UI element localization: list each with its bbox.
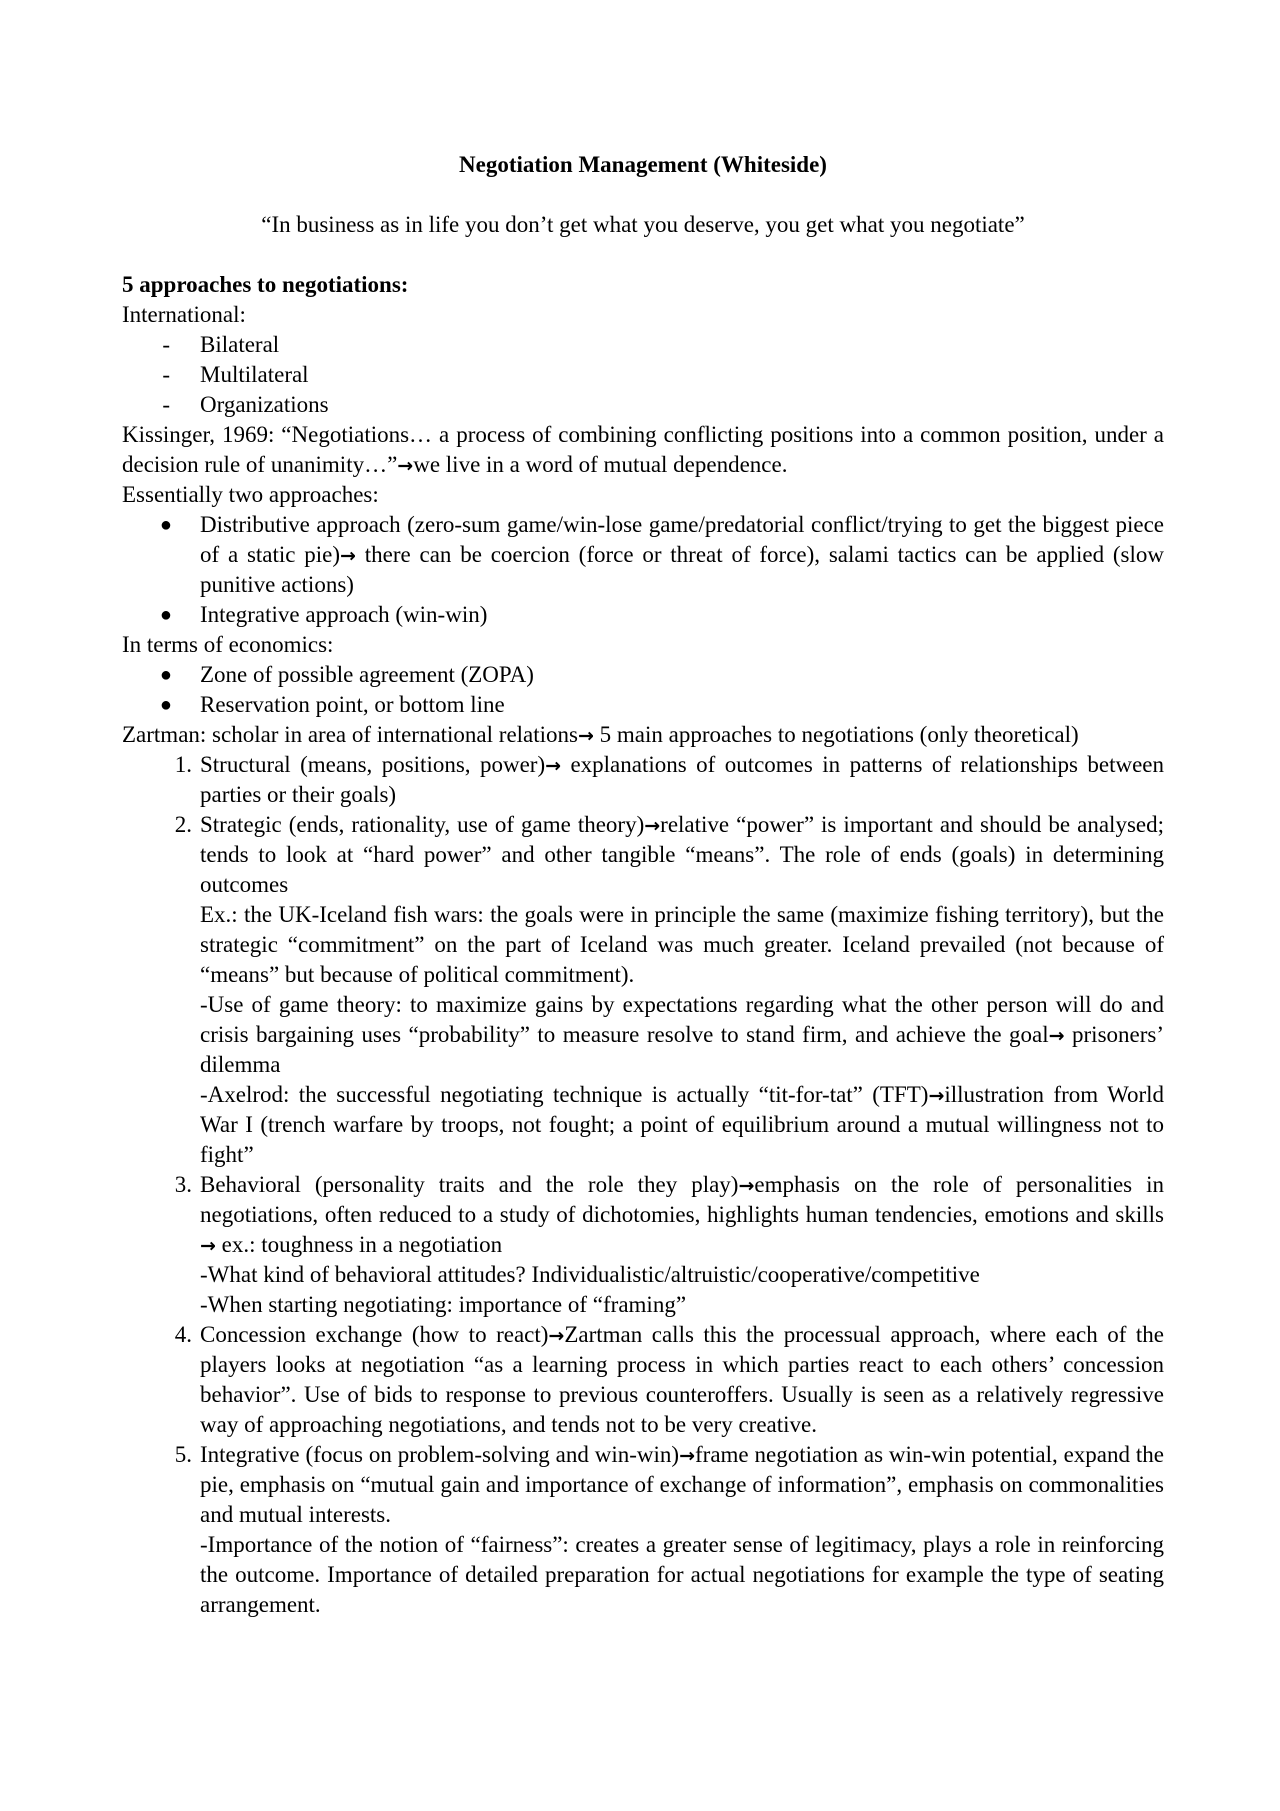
item-number: 4.	[174, 1322, 192, 1347]
item-text: explanations of outcomes in patterns of relationships between parties or their goals)	[200, 752, 1165, 807]
list-item-text: there can be coercion (force or threat of force), salami tactics can be applied (slow punitive actions)	[200, 542, 1164, 597]
list-item	[122, 330, 1164, 360]
list-item	[122, 360, 1164, 390]
list-item	[122, 390, 1164, 420]
item-text: Behavioral (personality traits and the role they play)	[200, 1172, 739, 1197]
attitudes-paragraph: -What kind of behavioral attitudes? Individualistic/altruistic/cooperative/competitive	[200, 1262, 980, 1287]
item-number: 5.	[174, 1442, 192, 1467]
document-page	[122, 150, 1164, 1620]
kissinger-paragraph	[122, 420, 1164, 480]
bullet-icon: ●	[159, 694, 172, 716]
arrow-right-icon: →	[545, 755, 562, 777]
numbered-item	[122, 1320, 1164, 1440]
fairness-paragraph: -Importance of the notion of “fairness”: creates a greater sense of legitimacy, plays a role in reinforcing the outcome. Importance of detailed preparation for actual negotiations for example the type of seating arrangement.	[200, 1532, 1164, 1617]
list-item-text: Organizations	[200, 392, 329, 417]
item-text: Integrative (focus on problem-solving and win-win)	[200, 1442, 680, 1467]
international-label: International:	[122, 302, 246, 327]
arrow-right-icon: →	[577, 725, 594, 747]
item-text: -Use of game theory: to maximize gains by expectations regarding what the other person will do and crisis bargaining uses “probability” to measure resolve to stand firm, and achieve the goal	[200, 992, 1164, 1047]
list-item-text: Multilateral	[200, 362, 309, 387]
item-text: Structural (means, positions, power)	[200, 752, 546, 777]
arrow-right-icon: →	[340, 545, 356, 567]
document-title: Negotiation Management (Whiteside)	[459, 152, 827, 177]
item-number: 2.	[174, 812, 192, 837]
list-item	[122, 660, 1164, 690]
arrow-right-icon: →	[1048, 1025, 1065, 1047]
item-number: 1.	[174, 752, 192, 777]
item-number: 3.	[174, 1172, 192, 1197]
arrow-right-icon: →	[548, 1325, 565, 1347]
item-text: Zartman calls this the processual approach, where each of the players looks at negotiation “as a learning process in which parties react to each others’ concession behavior”. Use of bids to response to previous counteroffers. Usually is seen as a relatively regressive way of approaching negotiations, and tends not to be very creative.	[200, 1322, 1164, 1437]
item-text: relative “power” is important and should be analysed; tends to look at “hard power” and other tangible “means”. The role of ends (goals) in determining outcomes	[200, 812, 1164, 897]
bullet-icon: ●	[159, 604, 172, 626]
list-item-text: Zone of possible agreement (ZOPA)	[200, 662, 534, 687]
item-text: -Axelrod: the successful negotiating technique is actually “tit-for-tat” (TFT)	[200, 1082, 929, 1107]
zartman-text: Zartman: scholar in area of international relations	[122, 722, 578, 747]
arrow-right-icon: →	[679, 1445, 696, 1467]
list-item	[122, 600, 1164, 630]
zartman-paragraph	[122, 720, 1164, 750]
numbered-item	[122, 1440, 1164, 1620]
quote: “In business as in life you don’t get what you deserve, you get what you negotiate”	[261, 212, 1025, 237]
bullet-icon: ●	[159, 664, 172, 686]
item-text: emphasis on the role of personalities in negotiations, often reduced to a study of dichotomies, highlights human tendencies, emotions and skills	[200, 1172, 1164, 1227]
arrow-right-icon: →	[738, 1175, 755, 1197]
economics-label: In terms of economics:	[122, 632, 334, 657]
numbered-item	[122, 810, 1164, 1170]
item-text: ex.: toughness in a negotiation	[215, 1232, 503, 1257]
item-text: Concession exchange (how to react)	[200, 1322, 549, 1347]
list-item-text: Integrative approach (win-win)	[200, 602, 488, 627]
game-theory-paragraph	[200, 990, 1164, 1080]
list-item-text: Bilateral	[200, 332, 280, 357]
section-heading: 5 approaches to negotiations:	[122, 272, 409, 297]
list-item-text: Distributive approach (zero-sum game/win-lose game/predatorial conflict/trying to get the biggest piece of a static pie)	[200, 512, 1164, 567]
item-text: frame negotiation as win-win potential, expand the pie, emphasis on “mutual gain and importance of exchange of information”, emphasis on commonalities and mutual interests.	[200, 1442, 1164, 1527]
arrow-right-icon: →	[200, 1235, 216, 1257]
example-paragraph: Ex.: the UK-Iceland fish wars: the goals were in principle the same (maximize fishing territory), but the strategic “commitment” on the part of Iceland was much greater. Iceland prevailed (not because of “means” but because of political commitment).	[200, 902, 1164, 987]
list-item	[122, 690, 1164, 720]
dash-marker: -	[162, 332, 170, 357]
numbered-item	[122, 750, 1164, 810]
item-text: prisoners’ dilemma	[200, 1022, 1164, 1077]
list-item-text: Reservation point, or bottom line	[200, 692, 505, 717]
item-text: illustration from World War I (trench warfare by troops, not fought; a point of equilibrium around a mutual willingness not to fight”	[200, 1082, 1164, 1167]
zartman-text-after: 5 main approaches to negotiations (only theoretical)	[593, 722, 1079, 747]
numbered-item	[122, 1170, 1164, 1320]
kissinger-text-after: we live in a word of mutual dependence.	[413, 452, 788, 477]
axelrod-paragraph	[200, 1080, 1164, 1170]
bullet-icon: ●	[159, 514, 172, 536]
arrow-right-icon: →	[397, 455, 414, 477]
dash-marker: -	[162, 362, 170, 387]
arrow-right-icon: →	[644, 815, 661, 837]
kissinger-text: Kissinger, 1969: “Negotiations… a process of combining conflicting positions into a common position, under a decision rule of unanimity…”	[122, 422, 1164, 477]
item-text: Strategic (ends, rationality, use of game theory)	[200, 812, 645, 837]
two-approaches-label: Essentially two approaches:	[122, 482, 379, 507]
framing-paragraph: -When starting negotiating: importance of “framing”	[200, 1292, 687, 1317]
list-item	[122, 510, 1164, 600]
arrow-right-icon: →	[928, 1085, 945, 1107]
dash-marker: -	[162, 392, 170, 417]
